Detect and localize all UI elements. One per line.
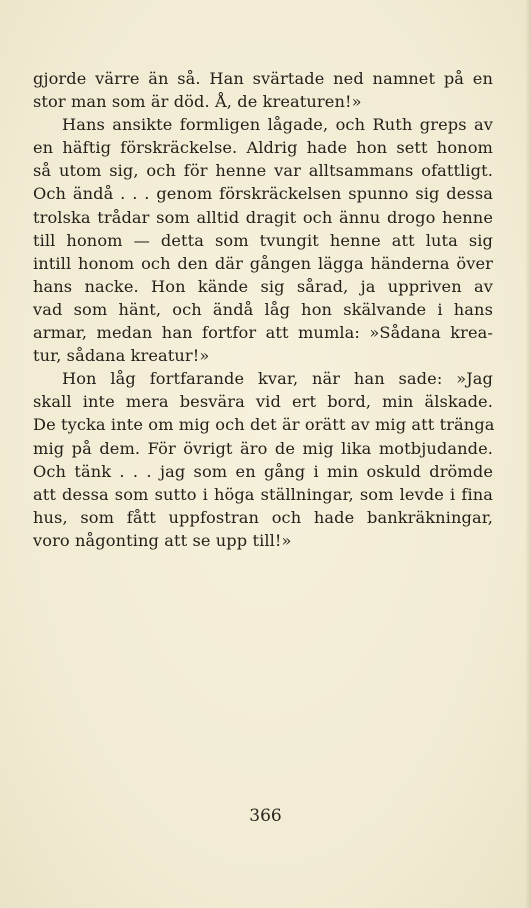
text-line: mig på dem. För övrigt äro de mig lika motbjudande. (33, 438, 493, 458)
text-line: tur, sådana kreatur!» (33, 346, 210, 366)
page-number: 366 (249, 806, 282, 826)
text-line: att dessa som sutto i höga ställningar, som levde i fina (33, 484, 493, 504)
text-line: armar, medan han fortfor att mumla: »Sådana krea- (33, 323, 493, 343)
text-line: Hans ansikte formligen lågade, och Ruth greps av (62, 115, 493, 135)
text-line: stor man som är död. Å, de kreaturen!» (33, 92, 362, 112)
text-line: gjorde värre än så. Han svärtade ned namnet på en (33, 69, 493, 88)
text-line: voro någonting att se upp till!» (33, 530, 292, 550)
text-line: vad som hänt, och ändå låg hon skälvande i hans (33, 299, 493, 319)
text-line: De tycka inte om mig och det är orätt av mig att tränga (33, 415, 495, 435)
text-line: till honom — detta som tvungit henne att luta sig (33, 230, 493, 250)
text-line: Hon låg fortfarande kvar, när han sade: »Jag (62, 369, 493, 389)
page-edge-shadow (525, 0, 531, 908)
text-line: så utom sig, och för henne var alltsammans ofattligt. (33, 161, 493, 181)
text-line: en häftig förskräckelse. Aldrig hade hon sett honom (33, 138, 493, 158)
text-line: hans nacke. Hon kände sig sårad, ja uppriven av (33, 276, 493, 296)
body-text (33, 67, 493, 552)
text-line: intill honom och den där gången lägga händerna över (33, 253, 493, 273)
text-line: Och ändå . . . genom förskräckelsen spunno sig dessa (33, 184, 493, 204)
text-line: hus, som fått uppfostran och hade bankräkningar, (33, 507, 493, 527)
text-line: Och tänk . . . jag som en gång i min oskuld drömde (33, 461, 493, 481)
text-line: trolska trådar som alltid dragit och ännu drogo henne (33, 207, 493, 227)
text-line: skall inte mera besvära vid ert bord, min älskade. (33, 392, 493, 412)
